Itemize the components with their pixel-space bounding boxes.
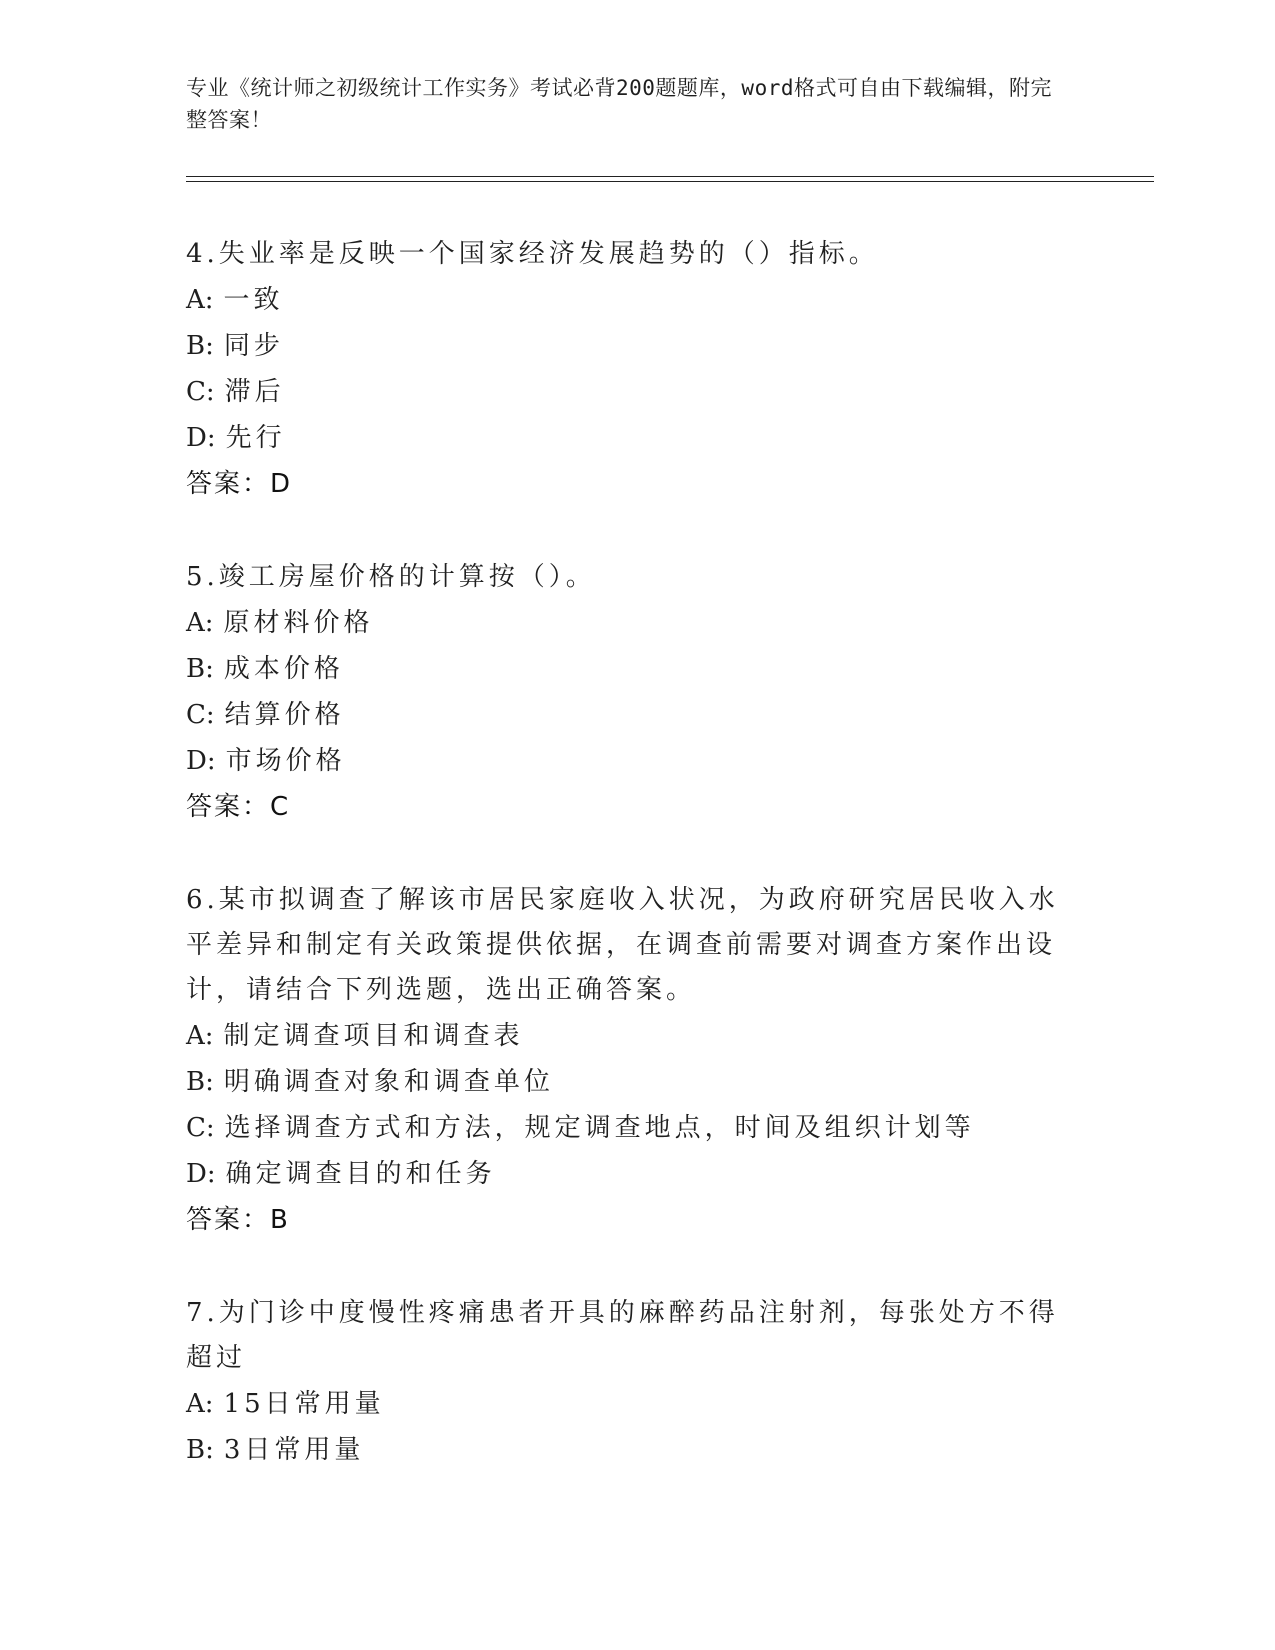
option-key: A: (186, 285, 214, 315)
option-key: B: (186, 1435, 214, 1465)
option-key: B: (186, 1067, 214, 1097)
option-text: 制定调查项目和调查表 (223, 1021, 524, 1051)
option-c (186, 1105, 1086, 1151)
question-stem: 4.失业率是反映一个国家经济发展趋势的（）指标。 (186, 239, 879, 269)
question-item (186, 878, 1086, 1243)
answer-line: 答案：B (186, 1205, 290, 1235)
option-b (186, 1059, 1086, 1105)
header-divider-top (186, 176, 1154, 177)
answer-line: 答案：D (186, 469, 293, 499)
option-text: 选择调查方式和方法，规定调查地点，时间及组织计划等 (224, 1113, 975, 1143)
question-item (186, 555, 1086, 830)
option-text: 市场价格 (225, 746, 346, 776)
option-key: A: (186, 1389, 214, 1419)
option-text: 一致 (223, 285, 284, 315)
option-text: 成本价格 (223, 654, 344, 684)
option-key: D: (186, 1159, 216, 1189)
option-text: 15日常用量 (223, 1389, 385, 1419)
question-list (186, 232, 1086, 1521)
option-key: A: (186, 608, 214, 638)
option-key: D: (186, 746, 216, 776)
option-a (186, 1381, 1086, 1427)
question-item (186, 232, 1086, 507)
option-list (186, 1381, 1086, 1473)
document-header: 专业《统计师之初级统计工作实务》考试必背200题题库，word格式可自由下载编辑，附完整答案！ (186, 76, 1052, 132)
option-key: C: (186, 1113, 215, 1143)
option-list (186, 1013, 1086, 1197)
option-text: 结算价格 (224, 700, 345, 730)
option-d (186, 738, 1086, 784)
option-key: B: (186, 331, 214, 361)
option-b (186, 323, 1086, 369)
option-key: B: (186, 654, 214, 684)
option-d (186, 1151, 1086, 1197)
question-stem: 6.某市拟调查了解该市居民家庭收入状况，为政府研究居民收入水平差异和制定有关政策提供依据，在调查前需要对调查方案作出设计，请结合下列选题，选出正确答案。 (186, 885, 1059, 1005)
option-list (186, 600, 1086, 784)
option-a (186, 277, 1086, 323)
option-b (186, 646, 1086, 692)
option-text: 确定调查目的和任务 (225, 1159, 496, 1189)
question-item (186, 1291, 1086, 1473)
option-c (186, 692, 1086, 738)
option-b (186, 1427, 1086, 1473)
option-text: 先行 (225, 423, 286, 453)
option-a (186, 1013, 1086, 1059)
option-text: 原材料价格 (223, 608, 374, 638)
option-text: 3日常用量 (223, 1435, 365, 1465)
question-stem: 7.为门诊中度慢性疼痛患者开具的麻醉药品注射剂，每张处方不得超过 (186, 1298, 1059, 1373)
option-key: D: (186, 423, 216, 453)
option-d (186, 415, 1086, 461)
answer-line: 答案：C (186, 792, 291, 822)
question-stem: 5.竣工房屋价格的计算按（）。 (186, 562, 596, 592)
option-key: C: (186, 377, 215, 407)
option-list (186, 277, 1086, 461)
option-text: 滞后 (224, 377, 285, 407)
option-text: 同步 (223, 331, 284, 361)
option-key: C: (186, 700, 215, 730)
option-a (186, 600, 1086, 646)
option-text: 明确调查对象和调查单位 (223, 1067, 554, 1097)
option-c (186, 369, 1086, 415)
option-key: A: (186, 1021, 214, 1051)
header-divider-bottom (186, 181, 1154, 182)
